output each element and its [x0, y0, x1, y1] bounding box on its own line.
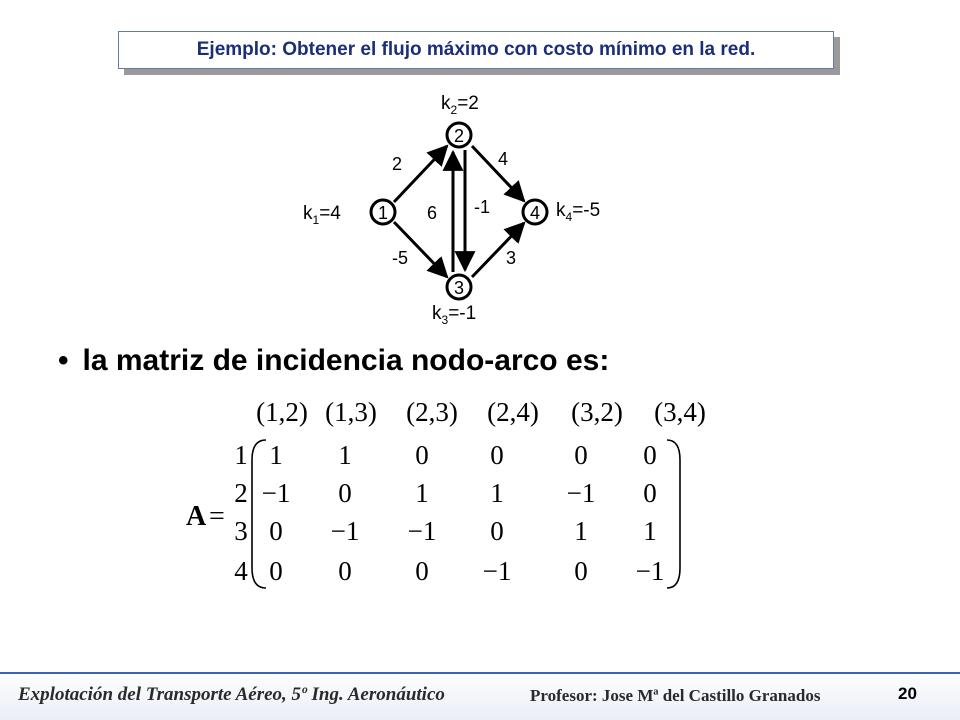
footer-course: Explotación del Transporte Aéreo, 5º Ing. Aeronáutico — [18, 684, 445, 705]
matrix-cell: 0 — [269, 556, 283, 586]
node-label: 3 — [453, 278, 465, 298]
matrix-row-label: 4 — [234, 556, 248, 586]
matrix-right-bracket — [667, 440, 680, 588]
slide-title: Ejemplo: Obtener el flujo máximo con costo mínimo en la red. — [118, 31, 834, 69]
matrix-cell: 0 — [643, 440, 657, 470]
edge-label-2-4: 4 — [498, 149, 509, 169]
matrix-cell: −1 — [482, 556, 512, 586]
node-label: 4 — [529, 203, 541, 223]
k-value: =-1 — [448, 303, 477, 324]
matrix-cell: 0 — [574, 556, 588, 586]
matrix-cell: 1 — [574, 516, 588, 546]
matrix-cell: 0 — [338, 556, 352, 586]
matrix-cell: 0 — [415, 556, 429, 586]
edge-label-3-4: 3 — [506, 248, 517, 268]
edge-label-2-3: 6 — [427, 203, 438, 223]
node-label: 2 — [453, 126, 465, 146]
matrix-col-header: (1,3) — [325, 397, 377, 427]
k-sub: 2 — [450, 103, 458, 117]
bullet-dot: • — [58, 344, 69, 377]
matrix-cell: 1 — [490, 478, 504, 508]
matrix-cell: 0 — [269, 516, 283, 546]
matrix-left-bracket — [252, 440, 266, 588]
matrix-col-header: (3,2) — [571, 397, 623, 427]
page-number: 20 — [898, 684, 917, 703]
matrix-col-header: (2,4) — [487, 397, 539, 427]
matrix-cell: 0 — [490, 440, 504, 470]
k-value: =2 — [457, 93, 479, 114]
k-name: k — [556, 200, 566, 221]
k-name: k — [303, 203, 313, 224]
matrix-cell: 1 — [415, 478, 429, 508]
matrix-row-label: 3 — [234, 516, 248, 546]
matrix-cell: −1 — [407, 516, 437, 546]
bullet-text: la matriz de incidencia nodo-arco es: — [82, 344, 610, 377]
matrix-cell: 0 — [643, 478, 657, 508]
matrix-name: A — [186, 501, 207, 532]
k-sub: 4 — [565, 210, 573, 224]
k-value: =4 — [319, 203, 341, 224]
k-name: k — [432, 303, 442, 324]
edge-label-1-3: -5 — [392, 248, 409, 268]
matrix-col-header: (2,3) — [406, 397, 458, 427]
matrix-cell: 0 — [338, 478, 352, 508]
k-name: k — [441, 93, 451, 114]
edge-label-3-2: -1 — [474, 197, 491, 217]
matrix-row-label: 2 — [234, 478, 248, 508]
matrix-equals: = — [209, 501, 225, 532]
matrix-cell: 1 — [338, 440, 352, 470]
edge-label-1-2: 2 — [392, 154, 403, 174]
k-sub: 1 — [312, 213, 320, 227]
matrix-cell: 1 — [269, 440, 283, 470]
matrix-cell: 0 — [574, 440, 588, 470]
footer-professor: Profesor: Jose Mª del Castillo Granados — [530, 686, 821, 705]
matrix-cell: −1 — [261, 478, 291, 508]
matrix-cell: −1 — [330, 516, 360, 546]
k-sub: 3 — [441, 313, 449, 327]
matrix-col-header: (3,4) — [654, 397, 706, 427]
matrix-cell: −1 — [635, 556, 665, 586]
matrix-cell: 1 — [643, 516, 657, 546]
matrix-cell: −1 — [566, 478, 596, 508]
matrix-cell: 0 — [415, 440, 429, 470]
matrix-col-header: (1,2) — [256, 397, 308, 427]
k-value: =-5 — [572, 200, 601, 221]
footer-divider — [0, 672, 960, 674]
matrix-row-label: 1 — [234, 440, 248, 470]
matrix-cell: 0 — [490, 516, 504, 546]
node-label: 1 — [377, 203, 389, 223]
